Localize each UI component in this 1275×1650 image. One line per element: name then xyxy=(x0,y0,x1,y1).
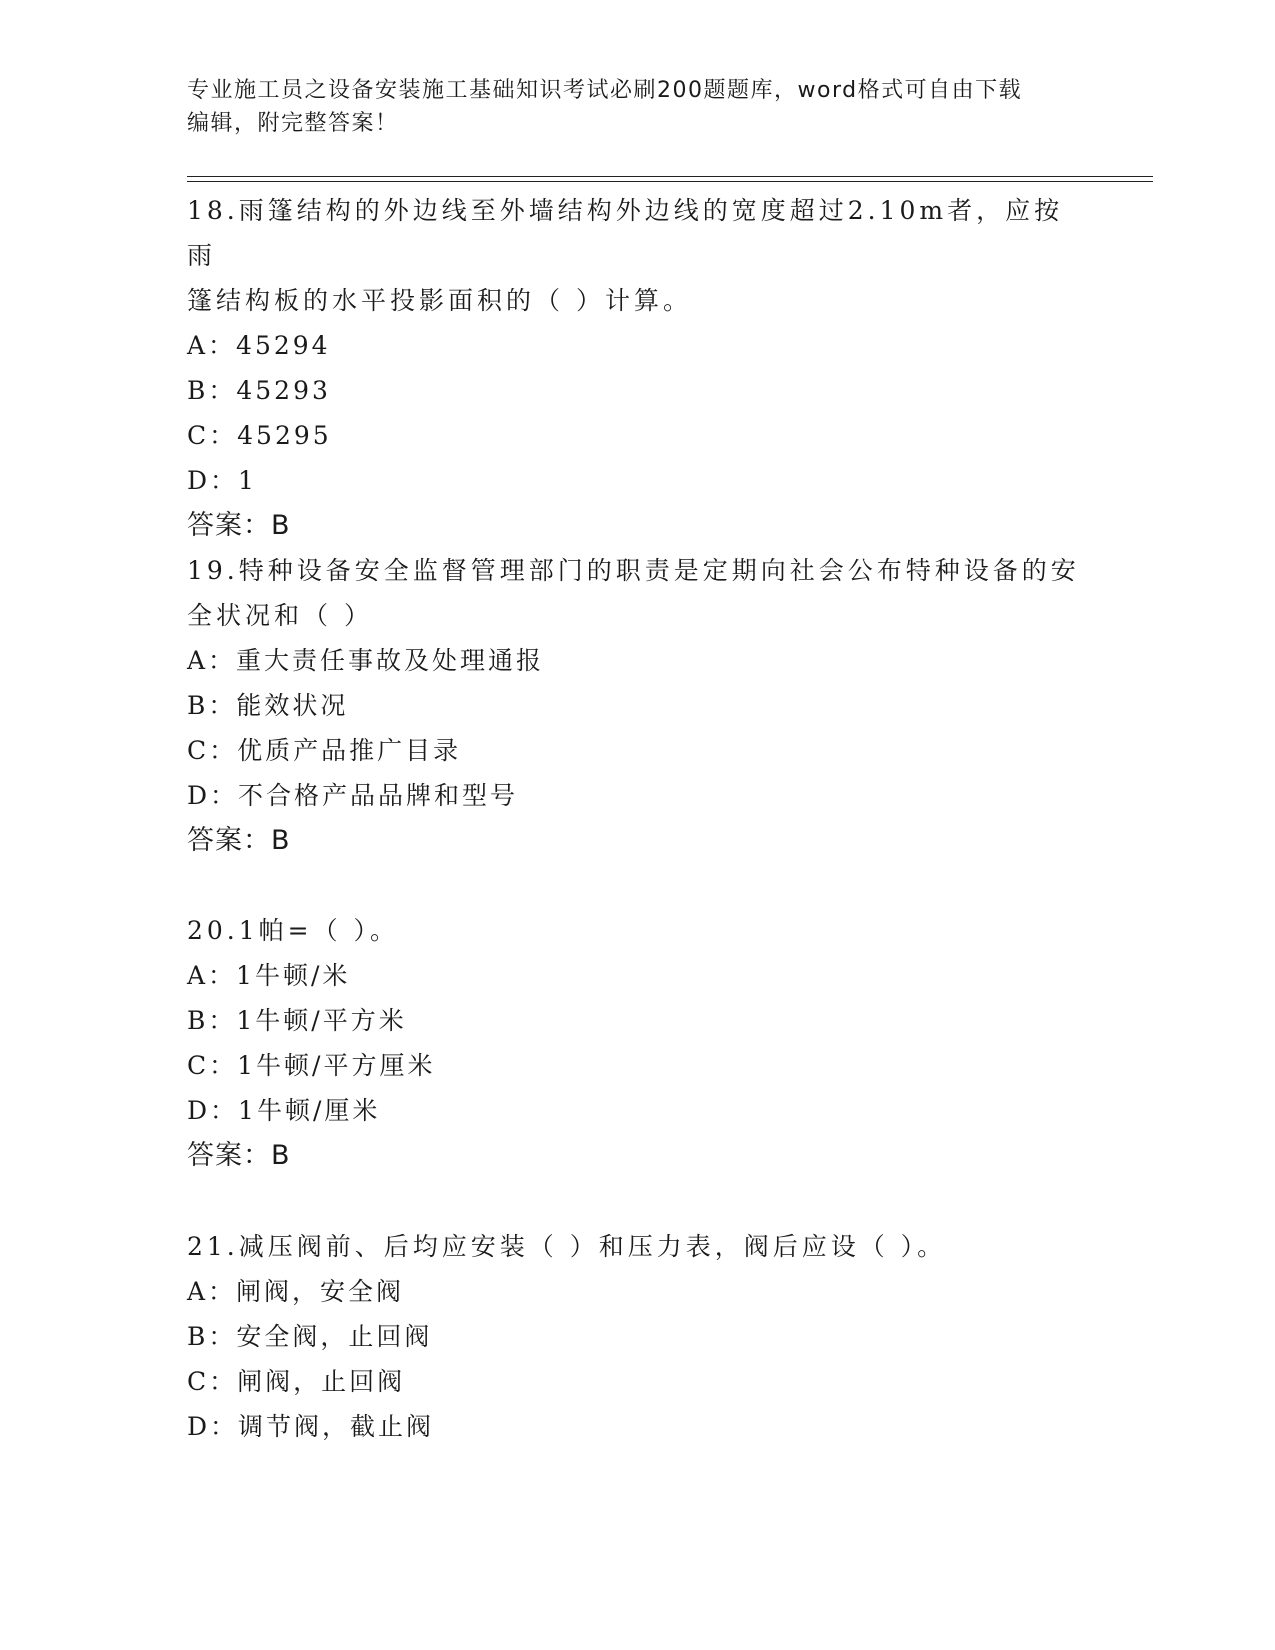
option-b: B：1牛顿/平方米 xyxy=(187,1006,407,1035)
option-c: C：闸阀，止回阀 xyxy=(187,1367,406,1396)
question-21 xyxy=(187,1224,1087,1449)
answer-line: 答案：B xyxy=(187,825,291,856)
option-d: D：调节阀，截止阀 xyxy=(187,1412,435,1441)
header-divider-top xyxy=(187,176,1153,177)
option-d: D：不合格产品品牌和型号 xyxy=(187,781,519,810)
option-c: C：1牛顿/平方厘米 xyxy=(187,1051,436,1080)
answer-line: 答案：B xyxy=(187,510,291,541)
option-a: A：45294 xyxy=(187,331,331,360)
question-19 xyxy=(187,548,1087,863)
option-d: D：1牛顿/厘米 xyxy=(187,1096,381,1125)
question-stem-line: 篷结构板的水平投影面积的（ ）计算。 xyxy=(187,286,692,315)
option-b: B：安全阀，止回阀 xyxy=(187,1322,433,1351)
answer-line: 答案：B xyxy=(187,1140,291,1171)
option-a: A：1牛顿/米 xyxy=(187,961,351,990)
option-c: C：优质产品推广目录 xyxy=(187,736,462,765)
header-line-1: 专业施工员之设备安装施工基础知识考试必刷200题题库，word格式可自由下载 xyxy=(187,78,1023,103)
header-line-2: 编辑，附完整答案！ xyxy=(187,111,399,136)
question-stem-line: 全状况和（ ） xyxy=(187,601,373,630)
option-b: B：能效状况 xyxy=(187,691,349,720)
header-divider-bottom xyxy=(187,181,1153,182)
question-18 xyxy=(187,188,1087,548)
option-a: A：重大责任事故及处理通报 xyxy=(187,646,545,675)
option-d: D：1 xyxy=(187,466,257,495)
question-20 xyxy=(187,908,1087,1178)
option-b: B：45293 xyxy=(187,376,331,405)
question-stem-line: 21.减压阀前、后均应安装（ ）和压力表，阀后应设（ ）。 xyxy=(187,1232,947,1261)
question-stem-line: 19.特种设备安全监督管理部门的职责是定期向社会公布特种设备的安 xyxy=(187,556,1080,585)
question-stem-line: 20.1帕=（ ）。 xyxy=(187,916,400,945)
option-c: C：45295 xyxy=(187,421,332,450)
question-stem-line: 18.雨篷结构的外边线至外墙结构外边线的宽度超过2.10m者，应按雨 xyxy=(187,196,1064,270)
option-a: A：闸阀，安全阀 xyxy=(187,1277,405,1306)
document-header xyxy=(187,74,1087,140)
